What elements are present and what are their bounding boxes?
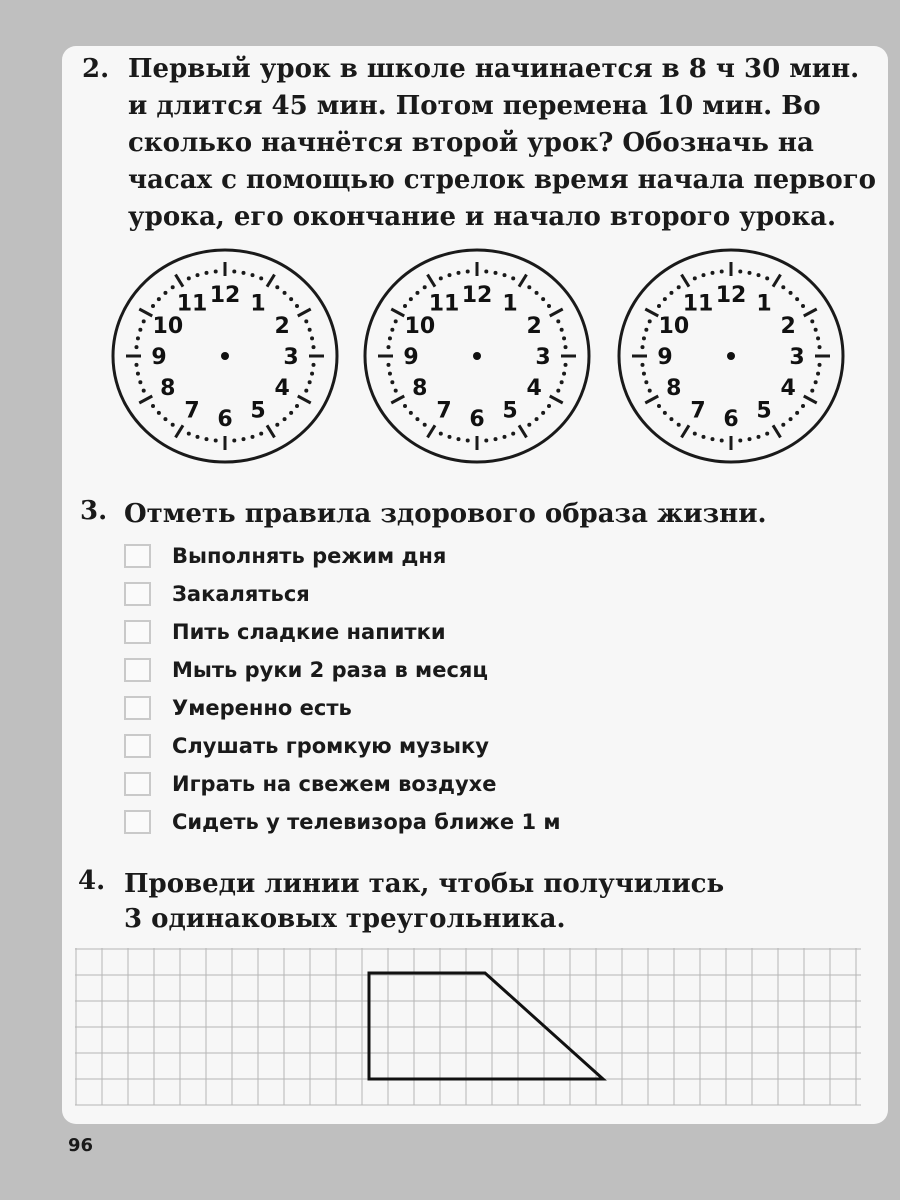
rule-checkbox[interactable] [124, 658, 151, 682]
minute-dot [669, 417, 673, 421]
rule-item [124, 656, 488, 684]
rule-checkbox[interactable] [124, 582, 151, 606]
clock-number: 8 [412, 376, 428, 401]
minute-dot [409, 297, 413, 301]
minute-dot [541, 297, 545, 301]
minute-dot [157, 297, 161, 301]
minute-dot [403, 404, 407, 408]
clock-number: 6 [469, 407, 485, 432]
minute-dot [494, 437, 498, 441]
minute-dot [134, 363, 138, 367]
minute-dot [810, 319, 814, 323]
minute-dot [142, 319, 146, 323]
minute-dot [204, 437, 208, 441]
minute-dot [423, 423, 427, 427]
minute-dot [648, 319, 652, 323]
minute-dot [669, 291, 673, 295]
minute-dot [781, 285, 785, 289]
minute-dot [556, 319, 560, 323]
minute-dot [657, 404, 661, 408]
clock-number: 6 [723, 407, 739, 432]
minute-dot [259, 432, 263, 436]
task4-line-2: 3 одинаковых треугольника. [124, 904, 566, 934]
task2-number: 2. [82, 54, 110, 84]
rule-checkbox[interactable] [124, 734, 151, 758]
rule-label: Слушать громкую музыку [172, 734, 489, 758]
minute-dot [151, 304, 155, 308]
minute-dot [765, 432, 769, 436]
minute-dot [312, 363, 316, 367]
minute-dot [195, 435, 199, 439]
rule-item [124, 694, 352, 722]
minute-dot [547, 304, 551, 308]
clock-number: 2 [526, 314, 542, 339]
minute-dot [138, 328, 142, 332]
task3-title: Отметь правила здорового образа жизни. [124, 499, 767, 529]
minute-dot [757, 273, 761, 277]
minute-dot [701, 273, 705, 277]
minute-dot [511, 432, 515, 436]
clock-number: 11 [176, 291, 208, 317]
minute-dot [171, 285, 175, 289]
minute-dot [640, 363, 644, 367]
rule-item [124, 580, 310, 608]
clock-center [221, 352, 229, 360]
minute-dot [423, 285, 427, 289]
minute-dot [171, 423, 175, 427]
minute-dot [251, 435, 255, 439]
minute-dot [503, 273, 507, 277]
minute-dot [677, 285, 681, 289]
clock-number: 10 [404, 314, 436, 339]
minute-dot [527, 423, 531, 427]
minute-dot [142, 389, 146, 393]
minute-dot [648, 389, 652, 393]
clock-number: 3 [535, 345, 551, 370]
minute-dot [157, 411, 161, 415]
minute-dot [720, 439, 724, 443]
minute-dot [409, 411, 413, 415]
minute-dot [310, 336, 314, 340]
minute-dot [484, 269, 488, 273]
rule-label: Выполнять режим дня [172, 544, 447, 568]
minute-dot [394, 389, 398, 393]
minute-dot [390, 328, 394, 332]
minute-dot [657, 304, 661, 308]
clock-number: 7 [436, 398, 452, 424]
minute-dot [816, 372, 820, 376]
clock-number: 11 [428, 291, 460, 317]
rule-checkbox[interactable] [124, 544, 151, 568]
minute-dot [511, 276, 515, 280]
minute-dot [136, 372, 140, 376]
clock-3[interactable] [616, 246, 846, 466]
minute-dot [310, 372, 314, 376]
minute-dot [308, 328, 312, 332]
minute-dot [816, 336, 820, 340]
clock-number: 5 [756, 398, 772, 424]
clock-number: 7 [690, 398, 706, 424]
minute-dot [795, 297, 799, 301]
minute-dot [814, 380, 818, 384]
minute-dot [789, 417, 793, 421]
task2-line-4: часах с помощью стрелок время начала первого [128, 165, 876, 195]
minute-dot [304, 319, 308, 323]
minute-dot [663, 297, 667, 301]
clock-number: 12 [209, 283, 241, 308]
minute-dot [187, 432, 191, 436]
minute-dot [801, 304, 805, 308]
minute-dot [810, 389, 814, 393]
clock-center [727, 352, 735, 360]
clock-number: 12 [461, 283, 493, 308]
minute-dot [738, 439, 742, 443]
minute-dot [503, 435, 507, 439]
minute-dot [138, 380, 142, 384]
rule-label: Сидеть у телевизора ближе 1 м [172, 810, 561, 834]
minute-dot [386, 345, 390, 349]
minute-dot [818, 345, 822, 349]
minute-dot [232, 439, 236, 443]
minute-dot [390, 380, 394, 384]
rule-checkbox[interactable] [124, 772, 151, 796]
clock-number: 10 [152, 314, 184, 339]
minute-dot [163, 417, 167, 421]
page-number: 96 [68, 1135, 94, 1156]
clock-number: 5 [250, 398, 266, 424]
minute-dot [439, 276, 443, 280]
clock-number: 9 [403, 345, 419, 370]
minute-dot [640, 345, 644, 349]
minute-dot [564, 345, 568, 349]
clock-number: 2 [780, 314, 796, 339]
minute-dot [134, 345, 138, 349]
clock-number: 1 [502, 291, 518, 317]
minute-dot [663, 411, 667, 415]
clock-number: 10 [658, 314, 690, 339]
minute-dot [757, 435, 761, 439]
task2-line-2: и длится 45 мин. Потом перемена 10 мин. Во [128, 91, 821, 121]
minute-dot [556, 389, 560, 393]
minute-dot [560, 380, 564, 384]
clock-number: 8 [666, 376, 682, 401]
task2-line-3: сколько начнётся второй урок? Обозначь на [128, 128, 814, 158]
minute-dot [642, 372, 646, 376]
minute-dot [710, 437, 714, 441]
task3-number: 3. [80, 496, 108, 526]
task4-line-1: Проведи линии так, чтобы получились [124, 869, 725, 899]
clock-number: 4 [274, 376, 290, 401]
minute-dot [765, 276, 769, 280]
minute-dot [295, 304, 299, 308]
minute-dot [494, 271, 498, 275]
minute-dot [308, 380, 312, 384]
minute-dot [484, 439, 488, 443]
minute-dot [295, 404, 299, 408]
minute-dot [283, 291, 287, 295]
minute-dot [720, 269, 724, 273]
minute-dot [456, 271, 460, 275]
rule-label: Пить сладкие напитки [172, 620, 446, 644]
minute-dot [403, 304, 407, 308]
minute-dot [466, 439, 470, 443]
minute-dot [283, 417, 287, 421]
clock-center [473, 352, 481, 360]
minute-dot [781, 423, 785, 427]
minute-dot [232, 269, 236, 273]
clock-2[interactable] [362, 246, 592, 466]
minute-dot [151, 404, 155, 408]
minute-dot [693, 432, 697, 436]
minute-dot [541, 411, 545, 415]
minute-dot [642, 336, 646, 340]
clock-number: 3 [283, 345, 299, 370]
minute-dot [801, 404, 805, 408]
minute-dot [204, 271, 208, 275]
minute-dot [710, 271, 714, 275]
minute-dot [535, 291, 539, 295]
minute-dot [748, 271, 752, 275]
rule-label: Играть на свежем воздухе [172, 772, 497, 796]
task2-line-1: Первый урок в школе начинается в 8 ч 30 мин. [128, 54, 860, 84]
minute-dot [562, 336, 566, 340]
minute-dot [242, 437, 246, 441]
minute-dot [388, 372, 392, 376]
clock-number: 9 [657, 345, 673, 370]
clock-1[interactable] [110, 246, 340, 466]
rule-checkbox[interactable] [124, 696, 151, 720]
rule-label: Закаляться [172, 582, 310, 606]
clock-number: 1 [250, 291, 266, 317]
rule-checkbox[interactable] [124, 810, 151, 834]
minute-dot [814, 328, 818, 332]
rule-item [124, 542, 446, 570]
rule-item [124, 808, 561, 836]
minute-dot [456, 437, 460, 441]
minute-dot [275, 423, 279, 427]
clock-number: 1 [756, 291, 772, 317]
minute-dot [447, 273, 451, 277]
minute-dot [547, 404, 551, 408]
trapezoid-shape [369, 973, 603, 1079]
minute-dot [275, 285, 279, 289]
minute-dot [562, 372, 566, 376]
minute-dot [136, 336, 140, 340]
task4-number: 4. [78, 866, 106, 896]
minute-dot [415, 291, 419, 295]
clock-number: 6 [217, 407, 233, 432]
minute-dot [304, 389, 308, 393]
clock-number: 2 [274, 314, 290, 339]
minute-dot [644, 380, 648, 384]
minute-dot [386, 363, 390, 367]
clock-number: 5 [502, 398, 518, 424]
minute-dot [748, 437, 752, 441]
minute-dot [312, 345, 316, 349]
minute-dot [195, 273, 199, 277]
task2-line-5: урока, его окончание и начало второго урока. [128, 202, 837, 232]
minute-dot [439, 432, 443, 436]
minute-dot [163, 291, 167, 295]
clock-number: 12 [715, 283, 747, 308]
rule-checkbox[interactable] [124, 620, 151, 644]
minute-dot [527, 285, 531, 289]
minute-dot [187, 276, 191, 280]
minute-dot [738, 269, 742, 273]
minute-dot [415, 417, 419, 421]
rule-item [124, 732, 489, 760]
rule-label: Умеренно есть [172, 696, 352, 720]
minute-dot [535, 417, 539, 421]
clock-number: 9 [151, 345, 167, 370]
clock-number: 7 [184, 398, 200, 424]
minute-dot [564, 363, 568, 367]
minute-dot [701, 435, 705, 439]
rule-item [124, 770, 496, 798]
minute-dot [289, 411, 293, 415]
drawing-grid[interactable] [75, 948, 873, 1110]
minute-dot [394, 319, 398, 323]
minute-dot [795, 411, 799, 415]
clock-number: 4 [526, 376, 542, 401]
minute-dot [251, 273, 255, 277]
minute-dot [388, 336, 392, 340]
minute-dot [289, 297, 293, 301]
minute-dot [693, 276, 697, 280]
rule-item [124, 618, 446, 646]
clock-number: 11 [682, 291, 714, 317]
clock-number: 4 [780, 376, 796, 401]
minute-dot [259, 276, 263, 280]
minute-dot [242, 271, 246, 275]
minute-dot [789, 291, 793, 295]
minute-dot [677, 423, 681, 427]
minute-dot [818, 363, 822, 367]
minute-dot [214, 269, 218, 273]
rule-label: Мыть руки 2 раза в месяц [172, 658, 488, 682]
minute-dot [560, 328, 564, 332]
minute-dot [644, 328, 648, 332]
clock-number: 8 [160, 376, 176, 401]
minute-dot [447, 435, 451, 439]
minute-dot [466, 269, 470, 273]
clock-number: 3 [789, 345, 805, 370]
minute-dot [214, 439, 218, 443]
